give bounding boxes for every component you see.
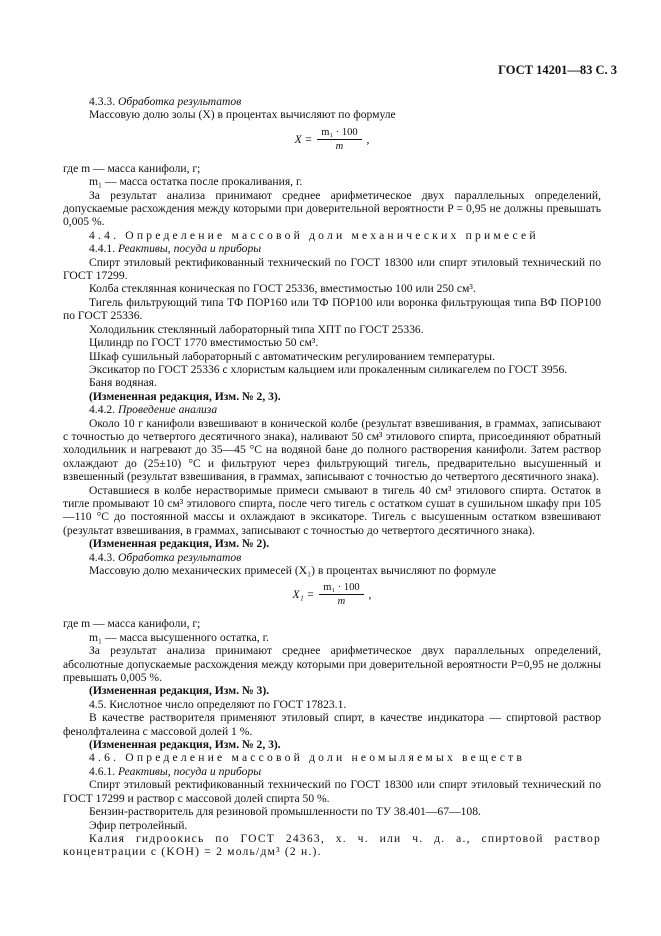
paragraph: За результат анализа принимают среднее арифметическое двух параллельных определений, допускаемые расхождения между которыми при доверительной вероятности P = 0,95 не должны превышать 0,005 %. — [63, 188, 601, 229]
list-item: Спирт этиловый ректификованный технический по ГОСТ 18300 или спирт этиловый технический по ГОСТ 17299 и раствор с массовой долей спирта 50 %. — [63, 778, 601, 805]
section-4-4-2-heading: 4.4.2. Проведение анализа — [89, 403, 218, 417]
formula-ash: X = $\frac{\text{m₁ · 100}}{m}$ , — [294, 126, 370, 152]
page-header: ГОСТ 14201—83 С. 3 — [498, 63, 617, 77]
paragraph: Около 10 г канифоли взвешивают в конической колбе (результат взвешивания, в граммах, записывают с точностью до четвертого десятичного знака), наливают 50 см³ этилового спирта, присоединяют обратный холодильник и нагревают до 35—45 °С на водяной бане до полного растворения канифоли. Затем раствор охлаждают до (25±10) °С и фильтруют через фильтрующий тигель, предварительно высушенный и взвешенный (результат взвешивания, в граммах, записывают с точностью до четвертого десятичного знака). — [63, 416, 601, 484]
section-4-4-heading: 4.4. Определение массовой доли механических примесей — [89, 228, 539, 242]
paragraph: В качестве растворителя применяют этиловый спирт, в качестве индикатора — спиртовой раствор фенолфталеина с массовой долей 1 %. — [63, 711, 601, 738]
list-item: Тигель фильтрующий типа ТФ ПОР160 или ТФ ПОР100 или воронка фильтрующая типа ВФ ПОР100 по ГОСТ 25336. — [63, 295, 601, 323]
list-item: Спирт этиловый ректификованный технический по ГОСТ 18300 или спирт этиловый технический по ГОСТ 17299. — [63, 255, 601, 283]
section-4-5: 4.5. Кислотное число определяют по ГОСТ 17823.1. — [89, 697, 347, 711]
where-m: где m — масса канифоли, г; — [63, 161, 201, 175]
formula-impurities: X₁ = $\frac{\text{m₁ · 100}}{m}$ , — [292, 582, 372, 608]
list-item: Эксикатор по ГОСТ 25336 с хлористым кальцием или прокаленным силикагелем по ГОСТ 3956. — [89, 362, 568, 376]
section-4-3-3-heading: 4.3.3. Обработка результатов — [89, 95, 242, 108]
list-item: Цилиндр по ГОСТ 1770 вместимостью 50 см³. — [89, 336, 319, 350]
list-item: Холодильник стеклянный лабораторный типа ХПТ по ГОСТ 25336. — [89, 322, 424, 336]
list-item: Калия гидроокись по ГОСТ 24363, х. ч. или ч. д. а., спиртовой раствор концентрации c (KOH) = 2 моль/дм³ (2 н.). — [63, 831, 601, 859]
where-m: где m — масса канифоли, г; — [63, 617, 201, 631]
paragraph: За результат анализа принимают среднее арифметическое двух параллельных определений, абсолютные допускаемые расхождения между которыми при доверительной вероятности P=0,95 не должны превышать 0,005 %. — [63, 644, 601, 685]
where-m1: m₁ — масса высушенного остатка, г. — [89, 630, 269, 644]
revision-note: (Измененная редакция, Изм. № 2, 3). — [89, 389, 281, 403]
section-4-6-1-heading: 4.6.1. Реактивы, посуда и приборы — [89, 764, 262, 778]
list-item: Эфир петролейный. — [89, 818, 188, 832]
paragraph: Оставшиеся в колбе нерастворимые примеси смывают в тигель 40 см³ этилового спирта. Остаток в тигле промывают 10 см³ этилового спирта, после чего тигель с остатком сушат в сушильном шкафу при 105—110 °С до постоянной массы и охлаждают в эксикаторе. Тигель с высушенным остатком взвешивают (результат взвешивания, в граммах, записывают с точностью до четвертого десятичного знака). — [63, 483, 601, 537]
revision-note: (Измененная редакция, Изм. № 2, 3). — [89, 738, 281, 752]
document-body — [63, 95, 601, 859]
section-4-4-3-heading: 4.4.3. Обработка результатов — [89, 550, 242, 564]
section-4-4-1-heading: 4.4.1. Реактивы, посуда и приборы — [89, 242, 262, 256]
list-item: Бензин-растворитель для резиновой промышленности по ТУ 38.401—67—108. — [89, 805, 481, 819]
paragraph: Массовую долю механических примесей (X₁) в процентах вычисляют по формуле — [89, 564, 497, 577]
revision-note: (Измененная редакция, Изм. № 2). — [89, 537, 270, 551]
list-item: Колба стеклянная коническая по ГОСТ 25336, вместимостью 100 или 250 см³. — [89, 282, 476, 296]
list-item: Баня водяная. — [89, 376, 157, 390]
section-4-6-heading: 4.6. Определение массовой доли неомыляемых веществ — [89, 751, 526, 765]
where-m1: m₁ — масса остатка после прокаливания, г. — [89, 175, 303, 189]
list-item: Шкаф сушильный лабораторный с автоматическим регулированием температуры. — [89, 349, 495, 363]
revision-note: (Измененная редакция, Изм. № 3). — [89, 684, 270, 698]
paragraph: Массовую долю золы (X) в процентах вычисляют по формуле — [89, 108, 396, 122]
